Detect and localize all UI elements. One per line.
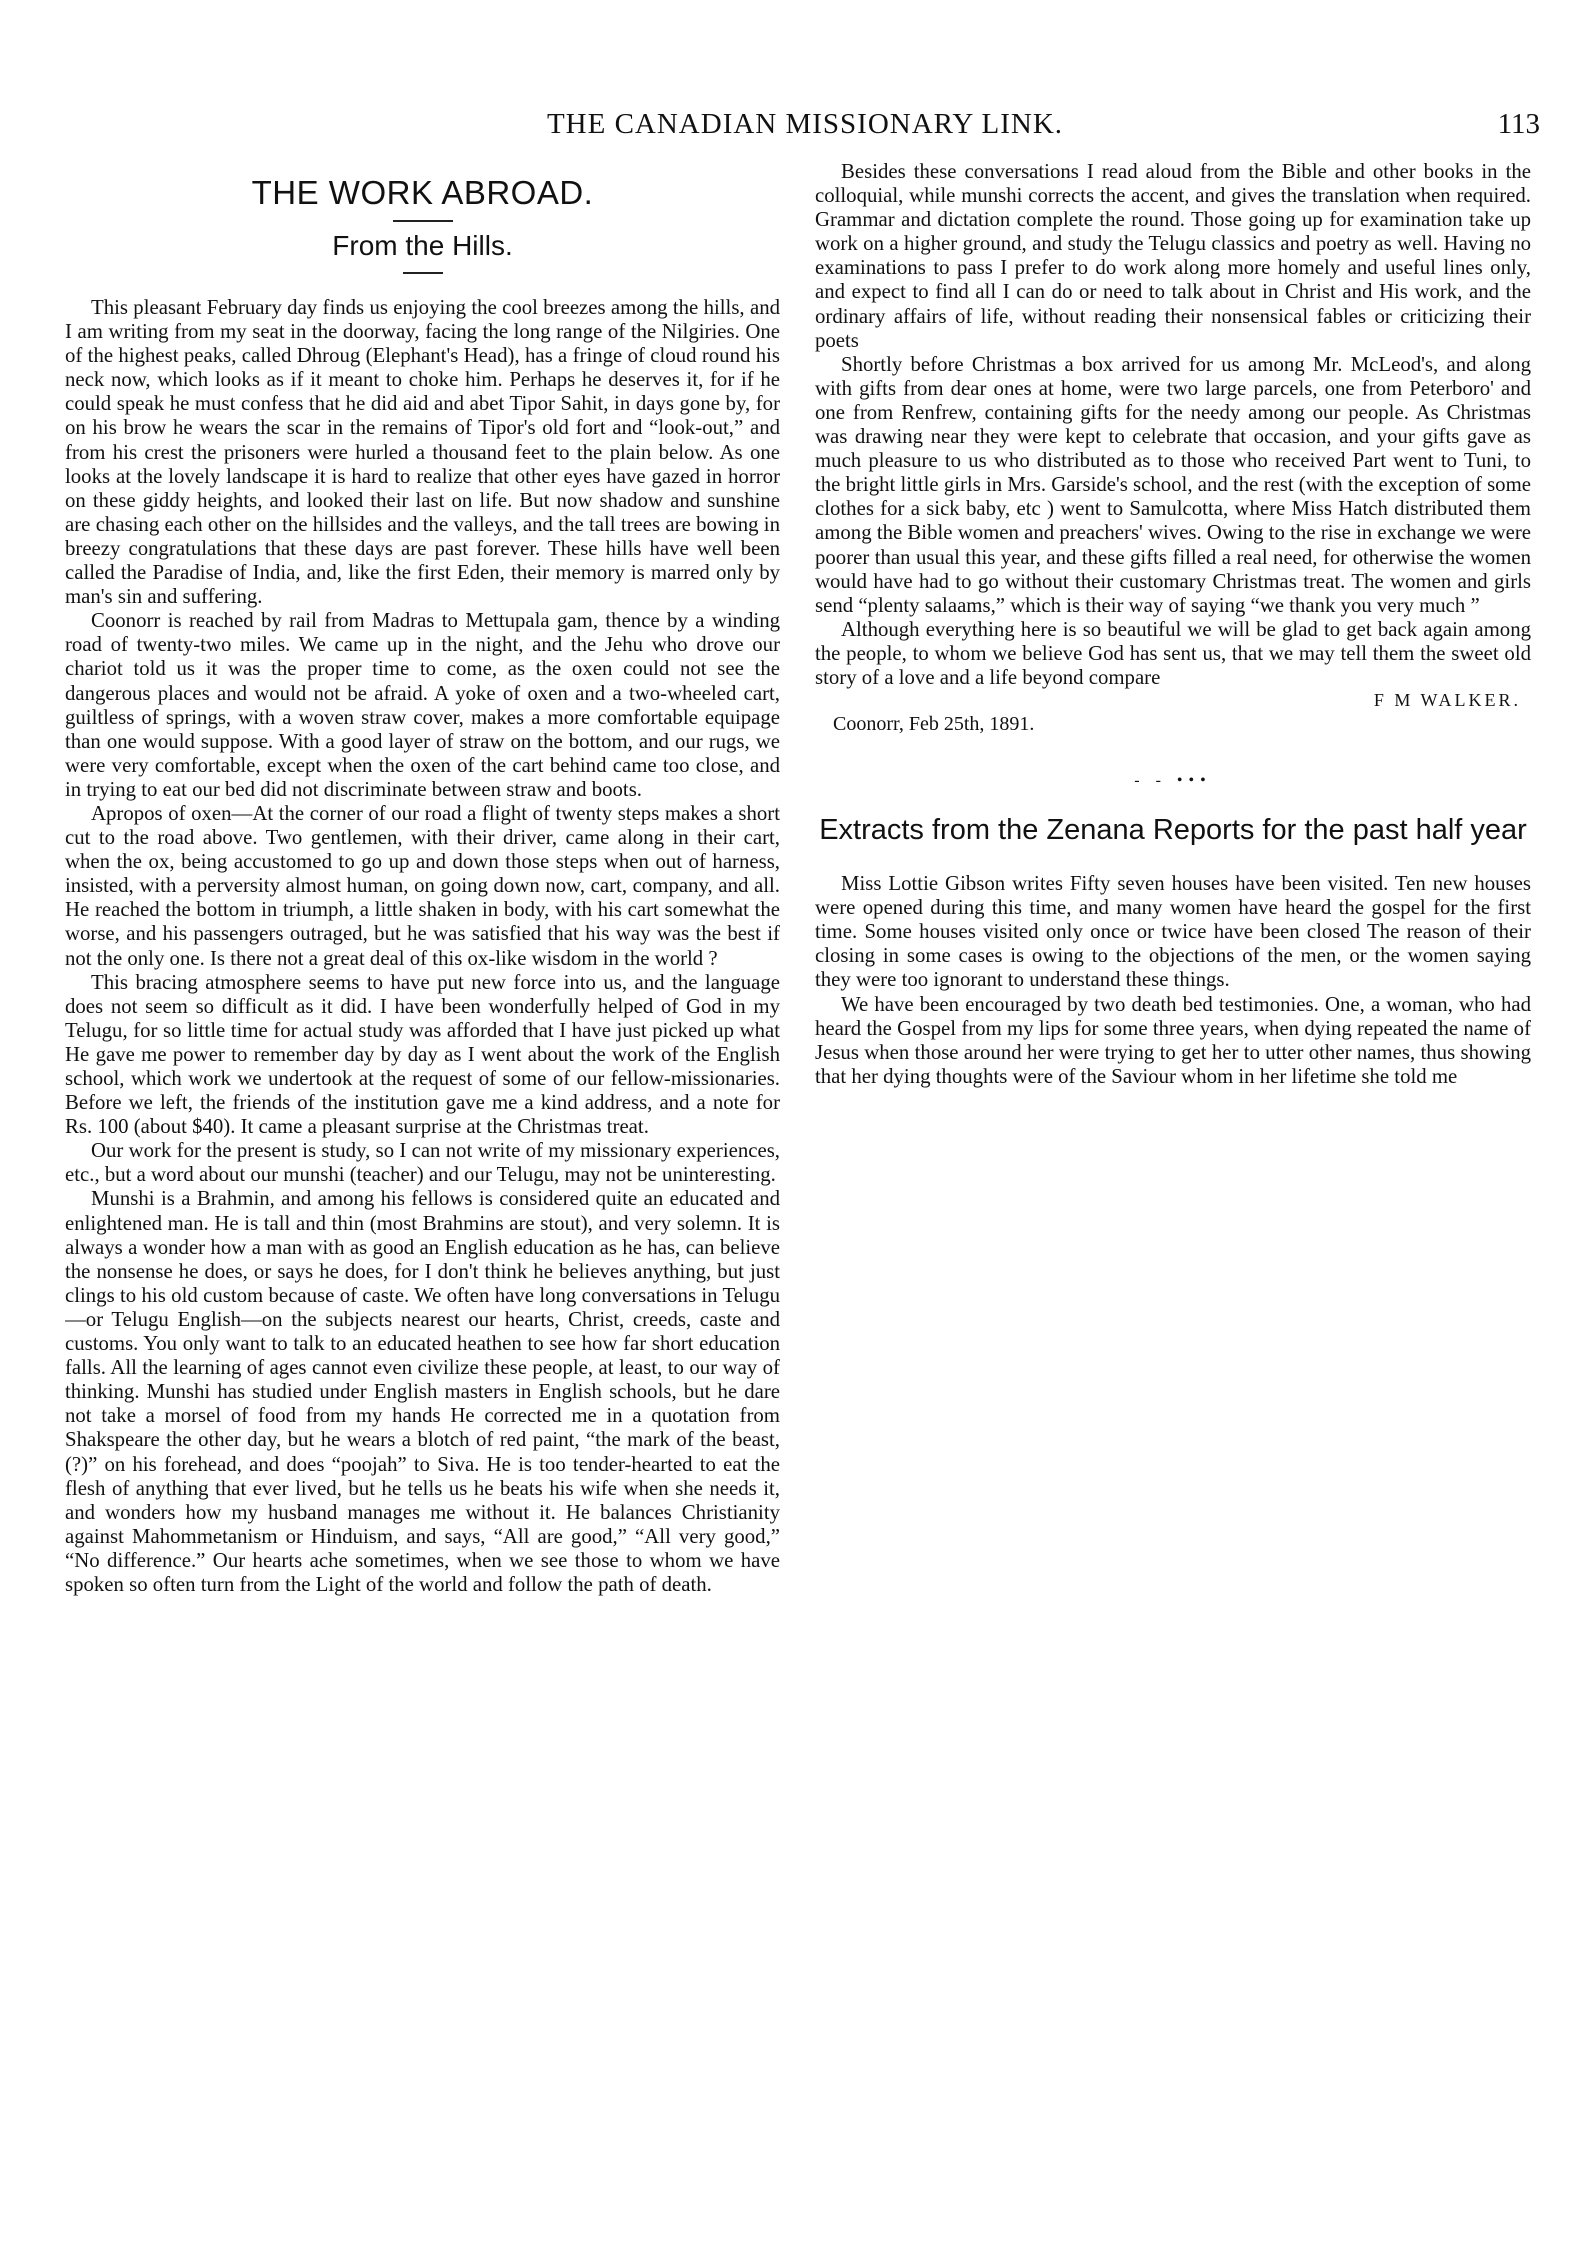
article-dateline: Coonorr, Feb 25th, 1891. [833, 713, 1035, 736]
page-number: 113 [1497, 108, 1540, 140]
running-header [70, 104, 1540, 144]
publication-title: THE CANADIAN MISSIONARY LINK. [546, 108, 1064, 140]
author-signature: F M WALKER. [1373, 690, 1521, 711]
article-paragraph: Munshi is a Brahmin, and among his fellows is considered quite an educated and enlightened man. He is tall and thin (most Brahmins are stout), and very solemn. It is always a wonder how a man with as good an English education as he has, can believe the nonsense he does, or says he does, for I don't think he believes anything, but just clings to his old custom because of caste. We often have long conversations in Telugu—or Telugu English—on the subjects nearest our hearts, Christ, creeds, caste and customs. You only want to talk to an educated heathen to see how far short education falls. All the learning of ages cannot even civilize these people, at least, to our way of thinking. Munshi has studied under English masters in English schools, but he dare not take a morsel of food from my hands He corrected me in a quotation from Shakspeare the other day, but he wears a blotch of red paint, “the mark of the beast,(?)” on his forehead, and does “poojah” to Siva. He is too tender-hearted to eat the flesh of anything that ever lived, but he tells us he beats his wife when she needs it, and wonders how my husband manages me without it. He balances Christianity against Mahommetanism or Hinduism, and says, “All are good,” “All very good,” “No difference.” Our hearts ache sometimes, when we see those to whom we have spoken so often turn from the Light of the world and follow the path of death. [65, 1187, 780, 1596]
right-column [815, 160, 1531, 2240]
section-separator: - - ••• [1134, 772, 1212, 790]
left-column [65, 160, 780, 2240]
article-heading-zenana: Extracts from the Zenana Reports for the past half year [819, 814, 1527, 847]
article-paragraph: This pleasant February day finds us enjoying the cool breezes among the hills, and I am writing from my seat in the doorway, facing the long range of the Nilgiries. One of the highest peaks, called Dhroug (Elephant's Head), has a fringe of cloud round his neck now, which looks as if it meant to choke him. Perhaps he deserves it, for if he could speak he must confess that he did aid and abet Tipor Sahit, in days gone by, for on his brow he wears the scar in the remains of Tipor's old fort and “look-out,” and from his crest the prisoners were hurled a thousand feet to the plain below. As one looks at the lovely landscape it is hard to realize that other eyes have gazed in horror on these giddy heights, and looked their last on life. But now shadow and sunshine are chasing each other on the hillsides and the valleys, and the tall trees are bowing in breezy congratulations that these days are past forever. These hills have well been called the Paradise of India, and, like the first Eden, their memory is marred only by man's sin and suffering. [65, 296, 780, 609]
article-paragraph: Besides these conversations I read aloud from the Bible and other books in the colloquial, while munshi corrects the accent, and gives the translation when required. Grammar and dictation complete the round. Those going up for examination take up work on a higher ground, and study the Telugu classics and poetry as well. Having no examinations to pass I prefer to do work along more homely and useful lines only, and expect to find all I can do or need to talk about in Christ and His work, and the ordinary affairs of life, without reading their nonsensical fables or criticizing their poets [815, 160, 1531, 352]
heading-rule [393, 220, 453, 222]
article-paragraph: Apropos of oxen—At the corner of our road a flight of twenty steps makes a short cut to the road above. Two gentlemen, with their driver, came along in their cart, when the ox, being accustomed to go up and down those steps when out of harness, insisted, with a perversity almost human, on going down now, cart, company, and all. He reached the bottom in triumph, a little shaken in body, with his cart somewhat the worse, and his passengers outraged, but he was satisfied that his way was the best if not the only one. Is there not a great deal of this ox-like wisdom in the world ? [65, 801, 780, 970]
article-paragraph: We have been encouraged by two death bed testimonies. One, a woman, who had heard the Gospel from my lips for some three years, when dying repeated the name of Jesus when those around her were trying to get her to utter other names, thus showing that her dying thoughts were of the Saviour whom in her lifetime she told me [815, 992, 1531, 1088]
article-paragraph: Shortly before Christmas a box arrived for us among Mr. McLeod's, and along with gifts from dear ones at home, were two large parcels, one from Peterboro' and one from Renfrew, containing gifts for the needy among our people. As Christmas was drawing near they were kept to celebrate that occasion, and your gifts gave as much pleasure to us who distributed as to those who received Part went to Tuni, to the bright little girls in Mrs. Garside's school, and the rest (with the exception of some clothes for a sick baby, etc ) went to Samulcotta, where Miss Hatch distributed them among the Bible women and preachers' wives. Owing to the rise in exchange we were poorer than usual this year, and these gifts filled a real need, for otherwise the women would have had to go without their customary Christmas treat. The women and girls send “plenty salaams,” which is their way of saying “we thank you very much ” [815, 352, 1531, 617]
title-rule [403, 272, 443, 274]
article-paragraph: Our work for the present is study, so I can not write of my missionary experiences, etc., but a word about our munshi (teacher) and our Telugu, may not be uninteresting. [65, 1139, 780, 1187]
article-paragraph: Miss Lottie Gibson writes Fifty seven houses have been visited. Ten new houses were opened during this time, and many women have heard the gospel for the first time. Some houses visited only once or twice have been closed The reason of their closing in some cases is owing to the objections of the men, or the women saying they were too ignorant to understand these things. [815, 872, 1531, 992]
article-paragraph: Coonorr is reached by rail from Madras to Mettupala gam, thence by a winding road of twenty-two miles. We came up in the night, and the Jehu who drove our chariot told us it was the proper time to come, as the oxen could not see the dangerous places and would not be afraid. A yoke of oxen and a two-wheeled cart, guiltless of springs, with a woven straw cover, makes a more comfortable equipage than one would suppose. With a good layer of straw on the bottom, and our rugs, we were very comfortable, except when the oxen of the cart behind came too close, and in trying to eat our bed did not discriminate between straw and boots. [65, 609, 780, 801]
article-title: From the Hills. [332, 230, 513, 261]
section-heading: THE WORK ABROAD. [251, 174, 594, 211]
article-paragraph: Although everything here is so beautiful we will be glad to get back again among the people, to whom we believe God has sent us, that we may tell them the sweet old story of a love and a life beyond compare [815, 617, 1531, 689]
article-paragraph: This bracing atmosphere seems to have put new force into us, and the language does not seem so difficult as it did. I have been wonderfully helped of God in my Telugu, for so little time for actual study was afforded that I have just picked up what He gave me power to remember day by day as I went about the work of the English school, which work we undertook at the request of some of our fellow-missionaries. Before we left, the friends of the institution gave me a kind address, and a note for Rs. 100 (about $40). It came a pleasant surprise at the Christmas treat. [65, 970, 780, 1139]
